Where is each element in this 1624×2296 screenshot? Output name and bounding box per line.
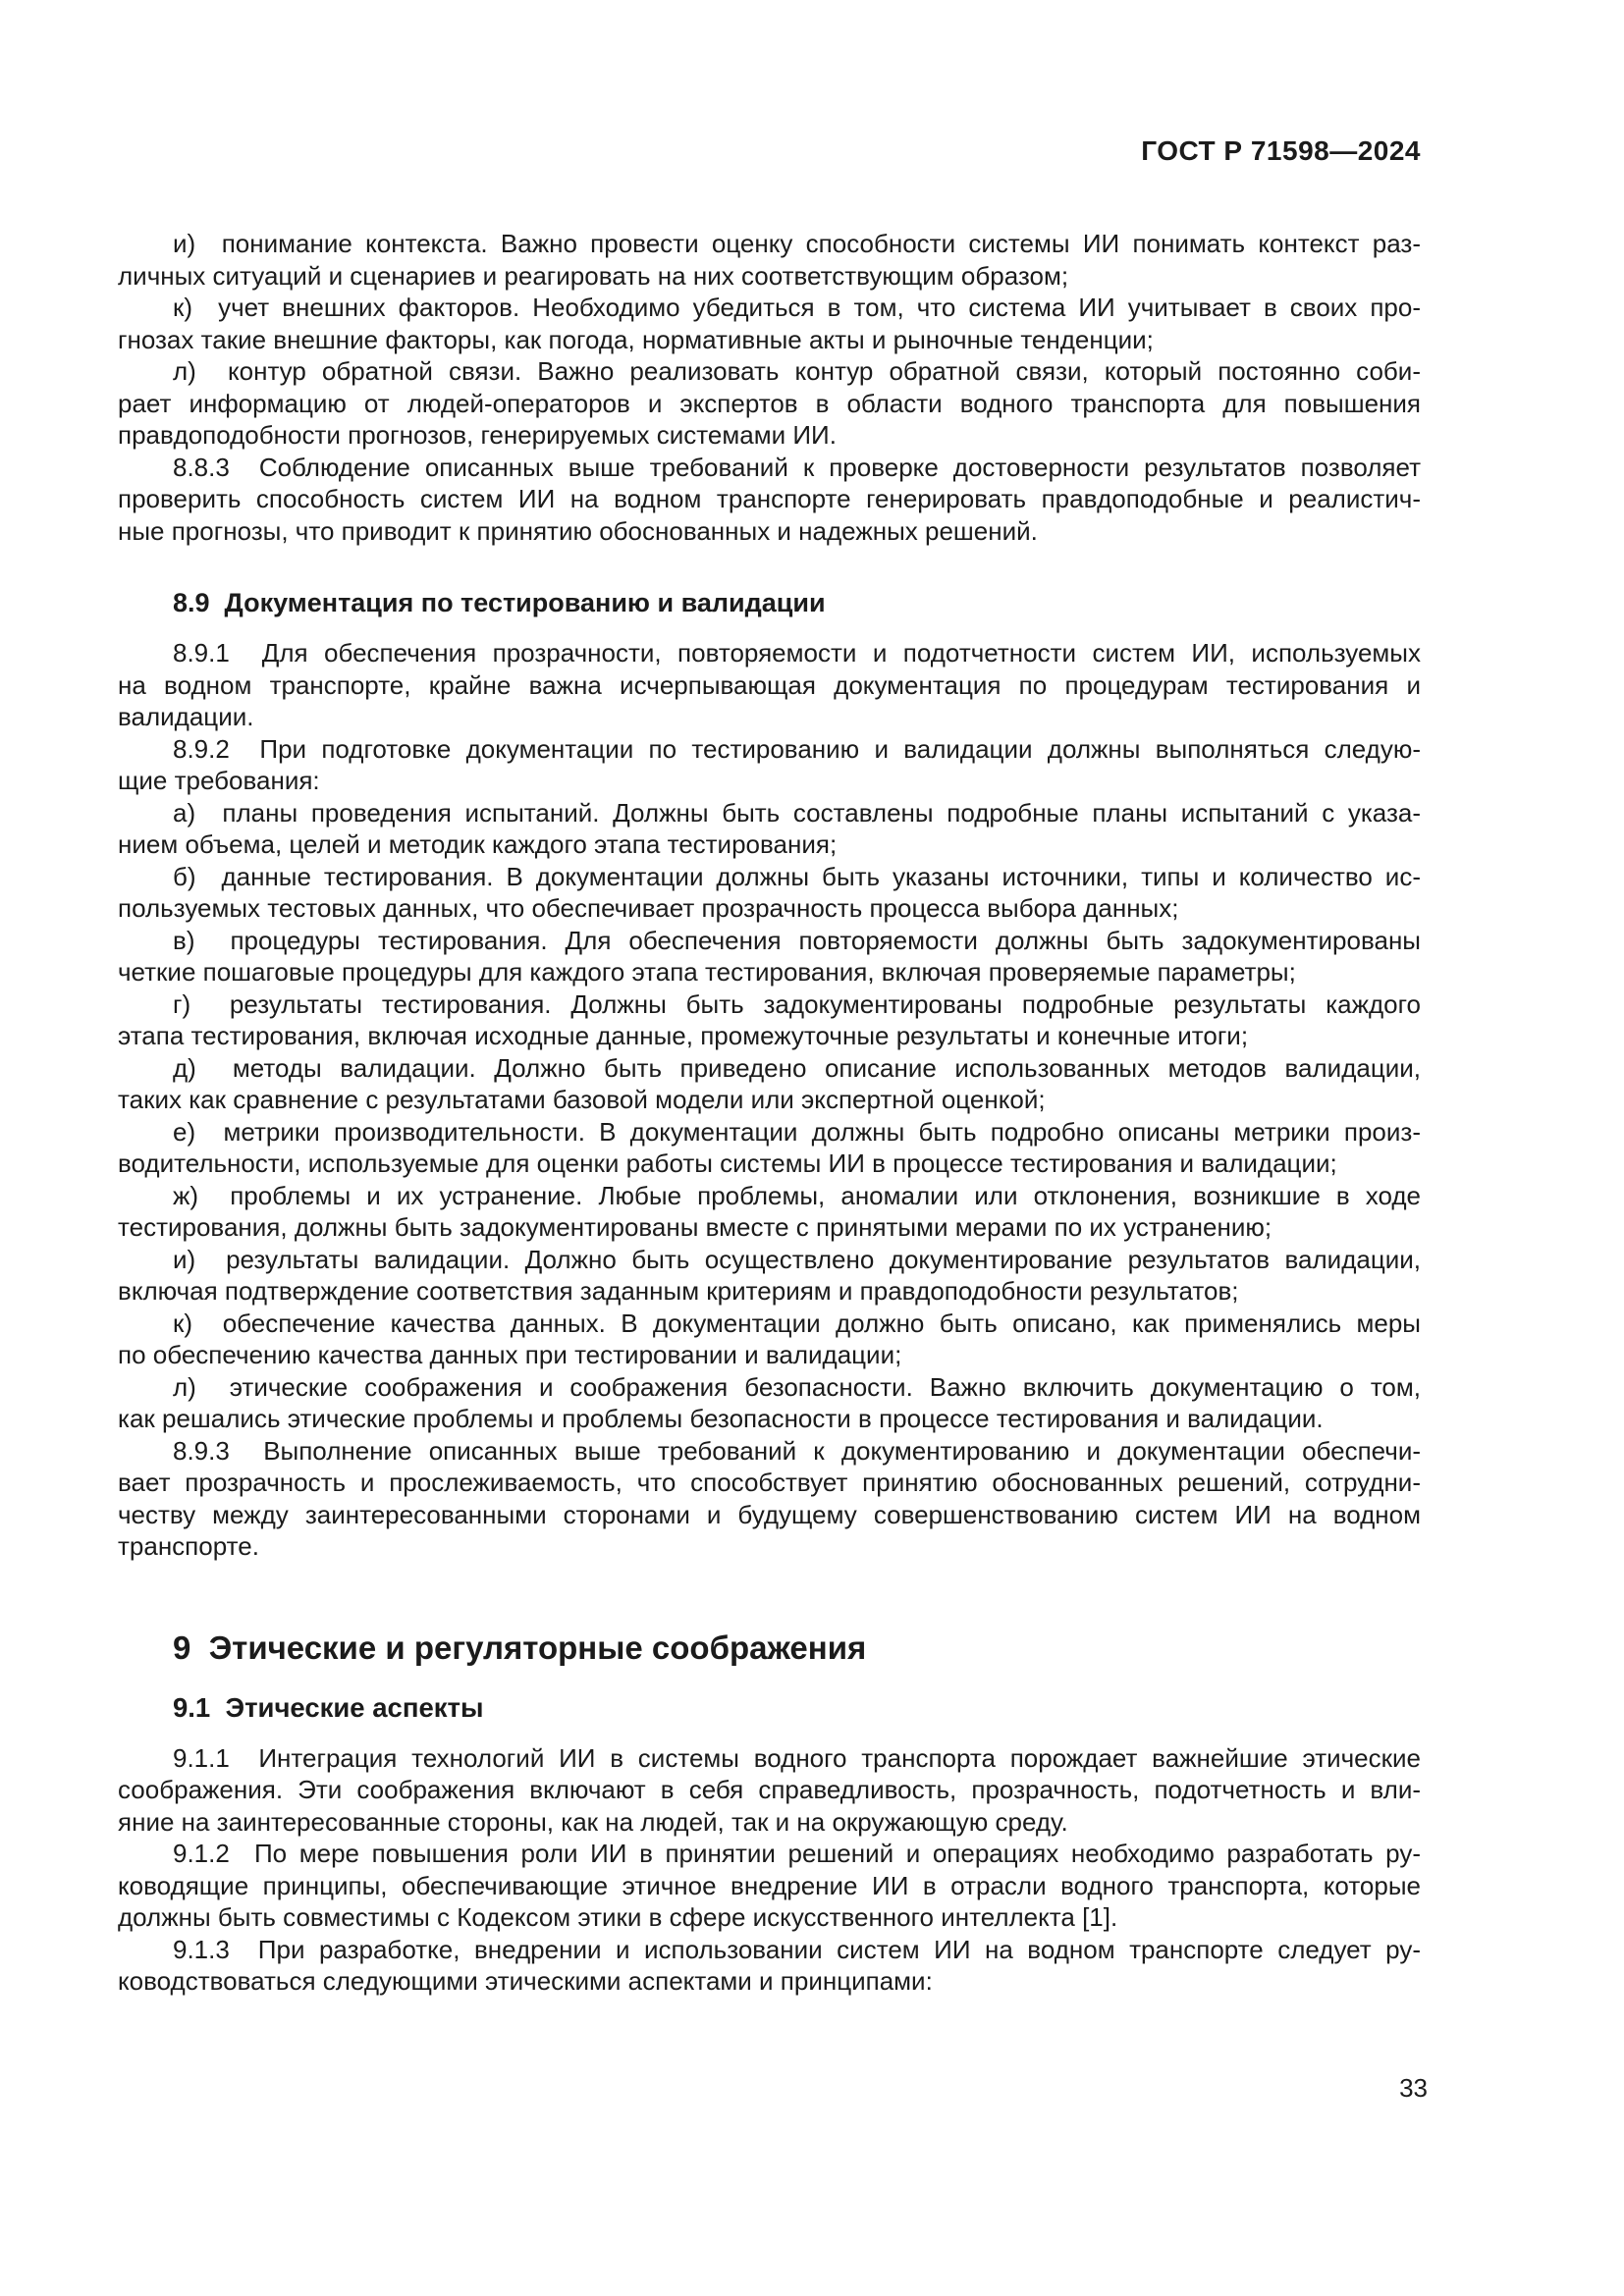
text-line: к) обеспечение качества данных. В документации должно быть описано, как применялись меры	[173, 1308, 1421, 1338]
para-8-9-2	[118, 733, 1421, 797]
para-9-1-2	[118, 1838, 1421, 1934]
text-line: яние на заинтересованные стороны, как на людей, так и на окружающую среду.	[118, 1806, 1068, 1837]
heading-9-1: 9.1 Этические аспекты	[173, 1691, 484, 1723]
para-item-l-ethics-safety	[118, 1371, 1421, 1435]
para-item-l-feedback-loop	[118, 355, 1421, 452]
para-8-8-3	[118, 452, 1421, 548]
para-9-1-3	[118, 1934, 1421, 1998]
text-line: д) методы валидации. Должно быть приведено описание использованных методов валидации,	[173, 1052, 1421, 1083]
para-item-zh-problems	[118, 1180, 1421, 1244]
para-item-k-data-quality	[118, 1308, 1421, 1371]
text-line: щие требования:	[118, 766, 320, 795]
text-line: по обеспечению качества данных при тестировании и валидации;	[118, 1340, 902, 1369]
text-line: 8.9.3 Выполнение описанных выше требований к документированию и документации обеспечи-	[173, 1435, 1421, 1466]
text-line: и) понимание контекста. Важно провести оценку способности системы ИИ понимать контекст раз-	[173, 229, 1421, 258]
text-line: честву между заинтересованными сторонами и будущему совершенствованию систем ИИ на водном	[118, 1499, 1421, 1529]
para-item-i-validation-results	[118, 1244, 1421, 1308]
text-line: транспорте.	[118, 1531, 259, 1561]
text-line: 8.9.2 При подготовке документации по тестированию и валидации должны выполняться следую-	[173, 733, 1421, 764]
para-item-d-validation-methods	[118, 1052, 1421, 1116]
text-line: пользуемых тестовых данных, что обеспечивает прозрачность процесса выбора данных;	[118, 893, 1179, 923]
para-item-g-test-results	[118, 988, 1421, 1052]
para-item-k-external-factors	[118, 292, 1421, 355]
text-line: рает информацию от людей-операторов и экспертов в области водного транспорта для повышения	[118, 388, 1421, 418]
text-line: как решались этические проблемы и проблемы безопасности в процессе тестирования и валидации.	[118, 1404, 1324, 1433]
text-line: правдоподобности прогнозов, генерируемых системами ИИ.	[118, 420, 837, 450]
text-line: 8.9.1 Для обеспечения прозрачности, повторяемости и подотчетности систем ИИ, используемых	[173, 638, 1421, 667]
text-line: таких как сравнение с результатами базовой модели или экспертной оценкой;	[118, 1085, 1046, 1114]
text-line: 9.1.3 При разработке, внедрении и использовании систем ИИ на водном транспорте следует ру-	[173, 1934, 1421, 1964]
text-line: и) результаты валидации. Должно быть осуществлено документирование результатов валидации,	[173, 1244, 1421, 1274]
text-line: а) планы проведения испытаний. Должны быть составлены подробные планы испытаний с указа-	[173, 797, 1421, 828]
text-line: 8.8.3 Соблюдение описанных выше требований к проверке достоверности результатов позволяет	[173, 452, 1421, 482]
text-line: ж) проблемы и их устранение. Любые проблемы, аномалии или отклонения, возникшие в ходе	[173, 1180, 1421, 1210]
text-line: водительности, используемые для оценки работы системы ИИ в процессе тестирования и валидации;	[118, 1148, 1337, 1178]
text-line: соображения. Эти соображения включают в себя справедливость, прозрачность, подотчетность и вли-	[118, 1775, 1421, 1804]
para-item-i-context	[118, 228, 1421, 292]
text-line: в) процедуры тестирования. Для обеспечения повторяемости должны быть задокументированы	[173, 925, 1421, 955]
heading-9: 9 Этические и регуляторные соображения	[173, 1629, 867, 1666]
text-line: е) метрики производительности. В документации должны быть подробно описаны метрики произ-	[173, 1116, 1421, 1147]
text-line: ководствоваться следующими этическими аспектами и принципами:	[118, 1966, 933, 1996]
text-line: б) данные тестирования. В документации должны быть указаны источники, типы и количество ис-	[173, 861, 1421, 891]
para-item-a-test-plans	[118, 797, 1421, 861]
text-line: ные прогнозы, что приводит к принятию обоснованных и надежных решений.	[118, 515, 1038, 546]
text-line: гнозах такие внешние факторы, как погода, нормативные акты и рыночные тенденции;	[118, 324, 1154, 354]
text-line: на водном транспорте, крайне важна исчерпывающая документация по процедурам тестирования и	[118, 669, 1421, 700]
text-line: г) результаты тестирования. Должны быть задокументированы подробные результаты каждого	[173, 988, 1421, 1019]
text-line: этапа тестирования, включая исходные данные, промежуточные результаты и конечные итоги;	[118, 1021, 1249, 1050]
para-8-9-3	[118, 1435, 1421, 1563]
text-line: л) этические соображения и соображения безопасности. Важно включить документацию о том,	[173, 1371, 1421, 1402]
heading-8-9: 8.9 Документация по тестированию и валидации	[173, 588, 826, 617]
document-body	[118, 228, 1421, 1998]
text-line: должны быть совместимы с Кодексом этики в сфере искусственного интеллекта [1].	[118, 1902, 1118, 1932]
text-line: вает прозрачность и прослеживаемость, что способствует принятию обоснованных решений, сотрудни-	[118, 1468, 1421, 1497]
text-line: 9.1.2 По мере повышения роли ИИ в принятии решений и операциях необходимо разработать ру-	[173, 1839, 1421, 1868]
text-line: валидации.	[118, 702, 254, 731]
text-line: четкие пошаговые процедуры для каждого этапа тестирования, включая проверяемые параметры;	[118, 957, 1296, 987]
para-item-b-test-data	[118, 861, 1421, 925]
text-line: включая подтверждение соответствия заданным критериям и правдоподобности результатов;	[118, 1276, 1239, 1306]
page-number: 33	[1399, 2073, 1428, 2103]
doc-number: ГОСТ Р 71598—2024	[1141, 135, 1421, 166]
text-line: проверить способность систем ИИ на водном транспорте генерировать правдоподобные и реалистич-	[118, 484, 1421, 513]
text-line: ководящие принципы, обеспечивающие этичное внедрение ИИ в отрасли водного транспорта, которые	[118, 1870, 1421, 1900]
para-8-9-1	[118, 637, 1421, 733]
para-9-1-1	[118, 1742, 1421, 1839]
text-line: 9.1.1 Интеграция технологий ИИ в системы водного транспорта порождает важнейшие этические	[173, 1742, 1421, 1773]
text-line: нием объема, целей и методик каждого этапа тестирования;	[118, 829, 838, 859]
text-line: л) контур обратной связи. Важно реализовать контур обратной связи, который постоянно соби-	[173, 356, 1421, 386]
para-item-e-performance-metrics	[118, 1116, 1421, 1180]
text-line: тестирования, должны быть задокументированы вместе с принятыми мерами по их устранению;	[118, 1212, 1272, 1242]
text-line: к) учет внешних факторов. Необходимо убедиться в том, что система ИИ учитывает в своих про-	[173, 293, 1421, 322]
para-item-v-test-procedures	[118, 925, 1421, 988]
text-line: личных ситуаций и сценариев и реагировать на них соответствующим образом;	[118, 260, 1069, 291]
